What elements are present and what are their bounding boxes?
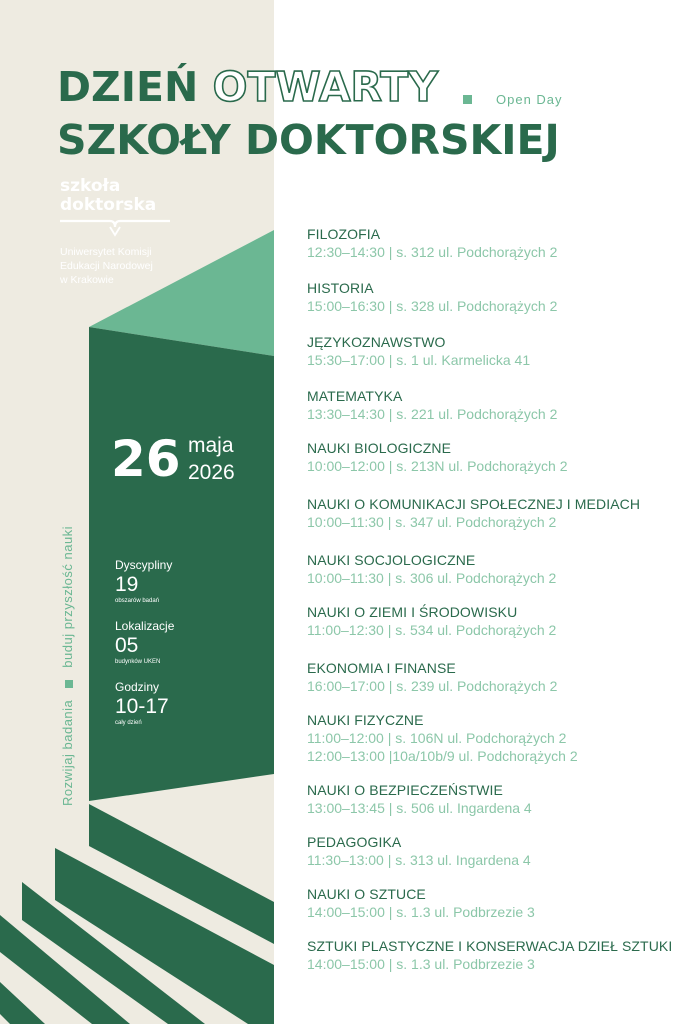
discipline-name: NAUKI O KOMUNIKACJI SPOŁECZNEJ I MEDIACH	[307, 496, 641, 512]
stat-value-hours: 10-17	[115, 695, 169, 718]
session-details: 16:00–17:00 | s. 239 ul. Podchorążych 2	[307, 678, 558, 694]
session-details: 12:30–14:30 | s. 312 ul. Podchorążych 2	[307, 244, 558, 260]
session-details: 13:00–13:45 | s. 506 ul. Ingardena 4	[307, 800, 532, 816]
session-details: 10:00–11:30 | s. 306 ul. Podchorążych 2	[307, 570, 557, 586]
session-details: 11:30–13:00 | s. 313 ul. Ingardena 4	[307, 852, 531, 868]
open-book-icon	[58, 218, 172, 238]
session-details: 11:00–12:00 | s. 106N ul. Podchorążych 2	[307, 730, 567, 746]
event-day: 26	[111, 430, 181, 488]
stat-label-disciplines: Dyscypliny	[115, 558, 173, 572]
title-line-1	[57, 63, 438, 111]
stat-sub-locations: budynków UKEN	[115, 659, 161, 665]
schedule-entry	[307, 660, 557, 694]
schedule-entry	[307, 552, 556, 586]
schedule-entry	[307, 834, 531, 868]
university-name-line-2: Edukacji Narodowej	[60, 260, 153, 272]
schedule-entry	[307, 604, 556, 638]
schedule-entry	[307, 938, 672, 972]
session-details: 13:30–14:30 | s. 221 ul. Podchorążych 2	[307, 406, 558, 422]
schedule-entry	[307, 440, 567, 474]
logo-text-szkola: szkoła	[60, 176, 121, 196]
university-name-line-3: w Krakowie	[60, 274, 114, 286]
title-word-otwarty: OTWARTY	[212, 63, 438, 111]
stat-label-locations: Lokalizacje	[115, 619, 175, 633]
schedule-entry	[307, 782, 532, 816]
stat-value-disciplines: 19	[115, 573, 139, 596]
session-details: 15:00–16:30 | s. 328 ul. Podchorążych 2	[307, 298, 558, 314]
logo-text-doktorska: doktorska	[60, 195, 157, 215]
session-details: 14:00–15:00 | s. 1.3 ul. Podbrzezie 3	[307, 956, 535, 972]
schedule-entry	[307, 226, 557, 260]
session-details: 10:00–12:00 | s. 213N ul. Podchorążych 2	[307, 458, 568, 474]
discipline-name: MATEMATYKA	[307, 388, 403, 404]
slogan-part-1: Rozwijaj badania	[60, 699, 75, 806]
open-day-label: Open Day	[496, 92, 563, 107]
university-name-line-1: Uniwersytet Komisji	[60, 246, 152, 258]
discipline-name: HISTORIA	[307, 280, 374, 296]
discipline-name: NAUKI O SZTUCE	[307, 886, 426, 902]
stair-stripe-5	[0, 982, 45, 1024]
schedule-entry	[307, 388, 557, 422]
vertical-slogan	[60, 526, 75, 806]
schedule-entry	[307, 280, 557, 314]
slogan-part-2: buduj przyszłość nauki	[60, 525, 75, 668]
event-month: maja	[188, 434, 234, 457]
square-bullet-icon	[463, 95, 472, 104]
discipline-name: NAUKI O BEZPIECZEŃSTWIE	[307, 782, 503, 798]
schedule-entry	[307, 886, 535, 920]
schedule-entry	[307, 334, 530, 368]
session-details: 11:00–12:30 | s. 534 ul. Podchorążych 2	[307, 622, 557, 638]
stat-sub-hours: cały dzień	[115, 720, 142, 726]
event-year: 2026	[188, 461, 235, 484]
stat-value-locations: 05	[115, 634, 139, 657]
session-details: 10:00–11:30 | s. 347 ul. Podchorążych 2	[307, 514, 557, 530]
discipline-name: SZTUKI PLASTYCZNE I KONSERWACJA DZIEŁ SZTUKI	[307, 938, 673, 954]
schedule-entry	[307, 712, 578, 764]
stat-sub-disciplines: obszarów badań	[115, 598, 160, 604]
session-details: 15:30–17:00 | s. 1 ul. Karmelicka 41	[307, 352, 531, 368]
discipline-name: JĘZYKOZNAWSTWO	[307, 334, 446, 350]
session-details: 14:00–15:00 | s. 1.3 ul. Podbrzezie 3	[307, 904, 535, 920]
title-word-dzien: DZIEŃ	[57, 63, 199, 111]
square-bullet-icon	[65, 680, 73, 688]
session-details: 12:00–13:00 |10a/10b/9 ul. Podchorążych 2	[307, 748, 578, 764]
discipline-name: NAUKI SOCJOLOGICZNE	[307, 552, 476, 568]
discipline-name: EKONOMIA I FINANSE	[307, 660, 456, 676]
discipline-name: NAUKI BIOLOGICZNE	[307, 440, 452, 456]
title-line-2: SZKOŁY DOKTORSKIEJ	[57, 116, 560, 164]
schedule-entry	[307, 496, 640, 530]
stat-label-hours: Godziny	[115, 680, 160, 694]
discipline-name: FILOZOFIA	[307, 226, 381, 242]
discipline-name: PEDAGOGIKA	[307, 834, 402, 850]
discipline-name: NAUKI FIZYCZNE	[307, 712, 424, 728]
discipline-name: NAUKI O ZIEMI I ŚRODOWISKU	[307, 604, 518, 620]
